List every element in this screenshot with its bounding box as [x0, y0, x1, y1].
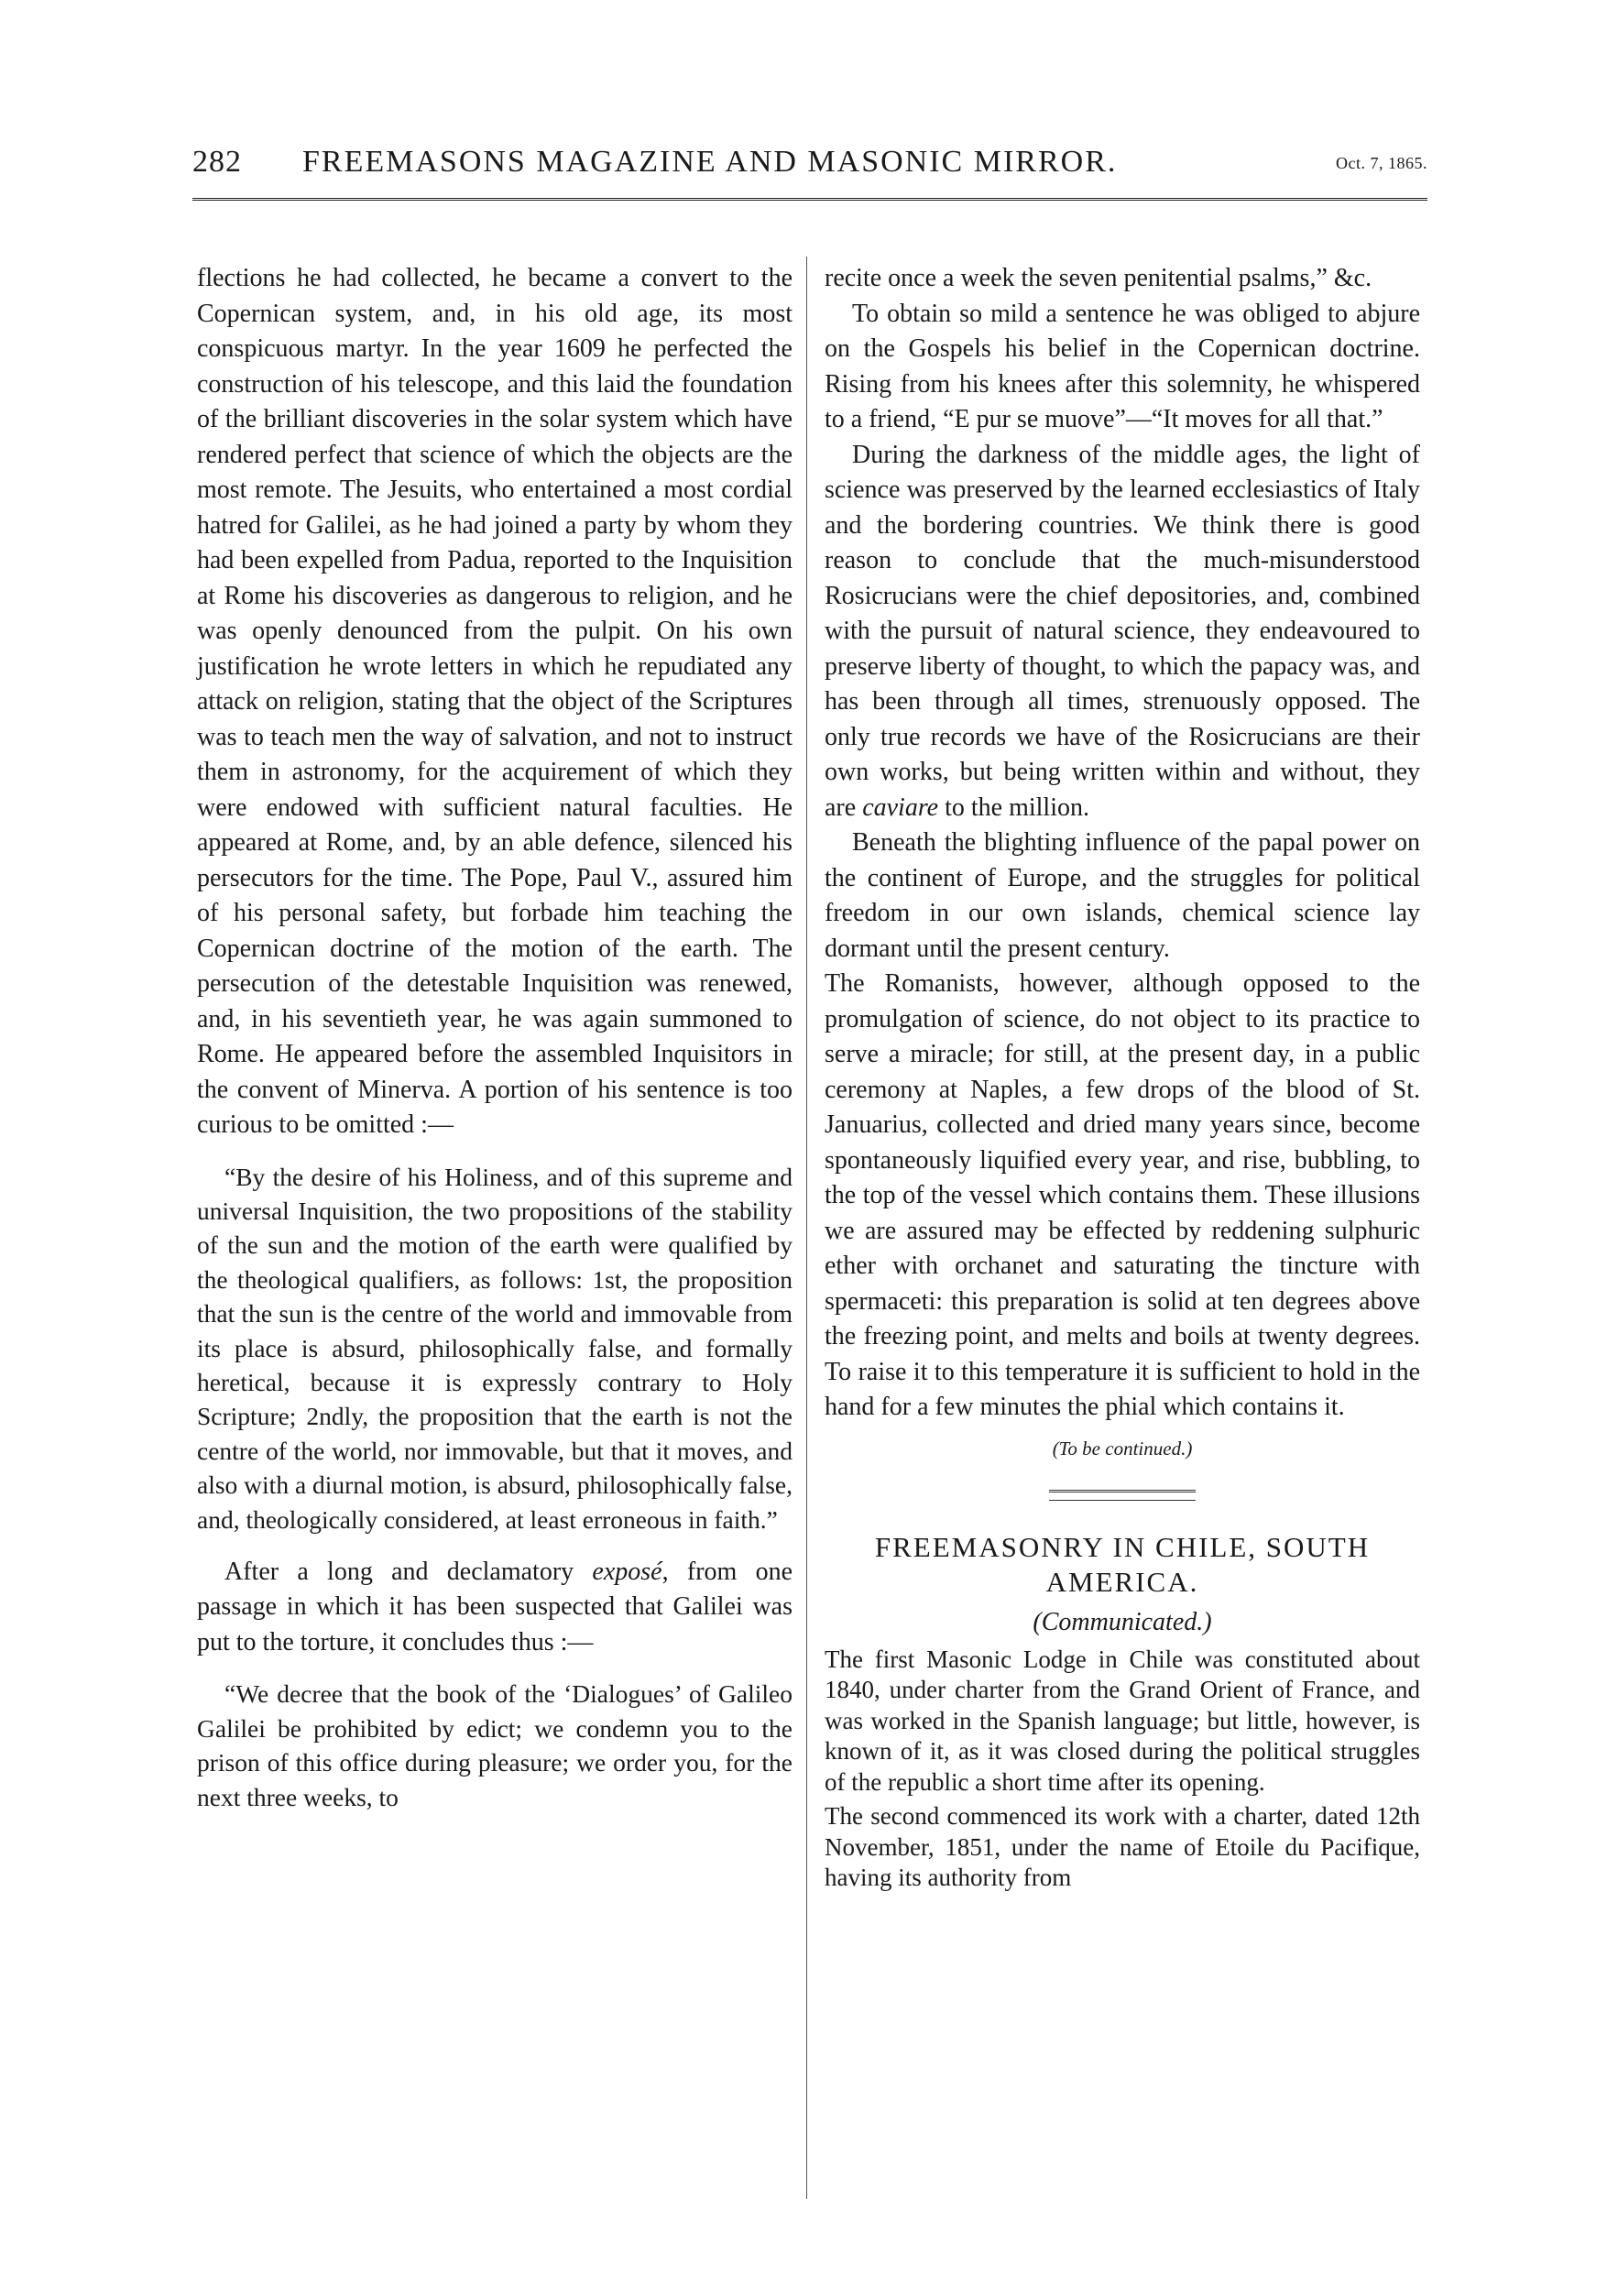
paragraph: The second commenced its work with a charter, dated 12th November, 1851, under the name of Etoile du Pacifique, having its authority from [825, 1802, 1420, 1891]
column-divider [806, 257, 807, 2199]
paragraph: flections he had collected, he became a convert to the Copernican system, and, in his old age, its most conspicuous martyr. In the year 1609 he perfected the construction of his telescope, and this laid the foundation of the brilliant discoveries in the solar system which have rendered perfect that science of which the objects are the most remote. The Jesuits, who entertained a most cordial hatred for Galilei, as he had joined a party by whom they had been expelled from Padua, reported to the Inquisition at Rome his discoveries as dangerous to religion, and he was openly denounced from the pulpit. On his own justification he wrote letters in which he repudiated any attack on religion, stating that the object of the Scriptures was to teach men the way of salvation, and not to instruct them in astronomy, for the acquirement of which they were endowed with sufficient natural faculties. He appeared at Rome, and, by an able defence, silenced his persecutors for the time. The Pope, Paul V., assured him of his personal safety, but forbade him teaching the Copernican doctrine of the motion of the earth. The persecution of the detestable Inquisition was renewed, and, in his seventieth year, he was again summoned to Rome. He appeared before the assembled Inquisitors in the convent of Minerva. A portion of his sentence is too curious to be omitted :— [197, 264, 793, 1139]
page-number: 282 [192, 145, 242, 179]
paragraph: The Romanists, however, although opposed to the promulgation of science, do not object to its practice to serve a miracle; for still, at the present day, in a public ceremony at Naples, a few drops of the blood of St. Januarius, collected and dried many years since, become spontaneously liquified every year, and rise, bubbling, to the top of the vessel which contains them. These illusions we are assured may be effected by reddening sulphuric ether with orchanet and saturating the tincture with spermaceti: this preparation is solid at ten degrees above the freezing point, and melts and boils at twenty degrees. To raise it to this temperature it is sufficient to hold in the hand for a few minutes the phial which contains it. [825, 969, 1420, 1421]
running-title: FREEMASONS MAGAZINE AND MASONIC MIRROR. [302, 145, 1118, 179]
paragraph: The first Masonic Lodge in Chile was constituted about 1840, under charter from the Grand Orient of France, and was worked in the Spanish language; but little, however, is known of it, as it was closed during the political struggles of the republic a short time after its opening. [825, 1645, 1420, 1796]
paragraph [825, 438, 1420, 826]
paragraph: To obtain so mild a sentence he was obliged to abjure on the Gospels his belief in the Copernican doctrine. Rising from his knees after this solemnity, he whispered to a friend, “E pur se muove”—“It moves for all that.” [825, 299, 1420, 433]
text-run: , from one passage in which it has been suspected that Galilei was put to the torture, it concludes thus :— [197, 1557, 793, 1656]
text-run: During the darkness of the middle ages, the light of science was preserved by the learned ecclesiastics of Italy and the bordering countries. We think there is good reason to conclude that the much-misunderstood Rosicrucians were the chief depositories, and, combined with the pursuit of natural science, they endeavoured to preserve liberty of thought, to which the papacy was, and has been through all times, strenuously opposed. The only true records we have of the Rosicrucians are their own works, but being written within and without, they are [825, 440, 1420, 822]
section-rule [1049, 1490, 1196, 1501]
paragraph: Beneath the blighting influence of the papal power on the continent of Europe, and the struggles for political freedom in our own islands, chemical science lay dormant until the present century. [825, 828, 1420, 963]
left-column [197, 261, 793, 1814]
text-run: to the million. [938, 793, 1089, 822]
quoted-decree: “We decree that the book of the ‘Dialogues’ of Galileo Galilei be prohibited by edict; we condemn you to the prison of this office during pleasure; we order you, for the next three weeks, to [197, 1679, 793, 1811]
quoted-sentence: “By the desire of his Holiness, and of this supreme and universal Inquisition, the two propositions of the stability of the sun and the motion of the earth were qualified by the theological qualifiers, as follows: 1st, the proposition that the sun is the centre of the world and immovable from its place is absurd, philosophically false, and formally heretical, because it is expressly contrary to Holy Scripture; 2ndly, the proposition that the earth is not the centre of the world, nor immovable, but that it moves, and also with a diurnal motion, is absurd, philosophically false, and, theologically considered, at least erroneous in faith.” [197, 1162, 793, 1534]
page-header [192, 137, 1427, 192]
italic-word: caviare [862, 793, 939, 822]
right-column [825, 261, 1420, 1894]
continued-note: (To be continued.) [1052, 1437, 1193, 1460]
article-subtitle: (Communicated.) [1033, 1608, 1212, 1636]
paragraph: recite once a week the seven penitential psalms,” &c. [825, 264, 1372, 292]
paragraph [197, 1555, 793, 1661]
issue-date: Oct. 7, 1865. [1336, 154, 1427, 172]
italic-word: exposé [592, 1557, 662, 1586]
article-title: FREEMASONRY IN CHILE, SOUTH AMERICA. [874, 1531, 1371, 1598]
text-run: After a long and declamatory [224, 1557, 593, 1586]
header-rule [192, 198, 1427, 201]
